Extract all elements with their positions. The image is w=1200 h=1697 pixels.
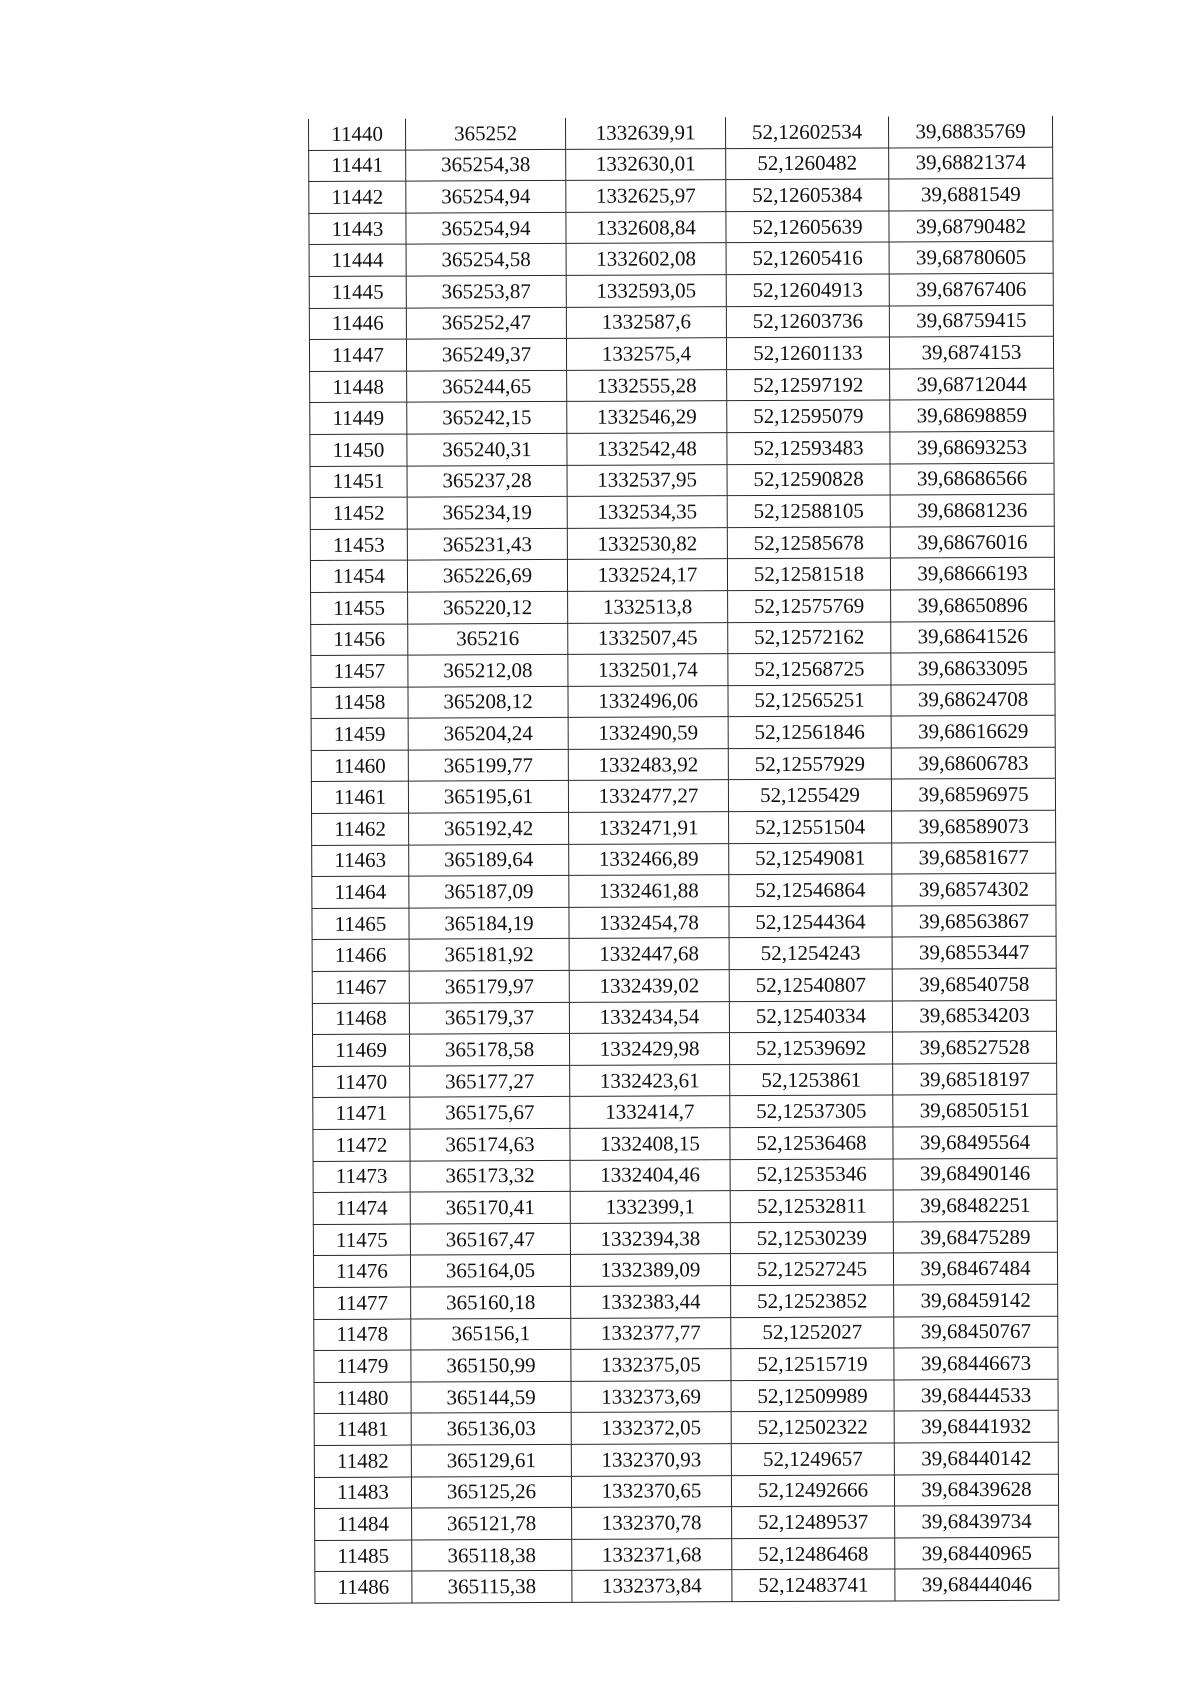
latitude-cell: 52,12585678: [727, 527, 890, 559]
longitude-cell: 39,68596975: [891, 779, 1055, 811]
y-coordinate-cell: 1332394,38: [570, 1222, 730, 1254]
table-row: [309, 210, 1053, 245]
point-number-cell: 11471: [313, 1097, 410, 1129]
longitude-cell: 39,68581677: [892, 842, 1056, 874]
table-row: [309, 305, 1053, 340]
latitude-cell: 52,12595079: [727, 400, 890, 432]
latitude-cell: 52,12605416: [726, 242, 889, 274]
x-coordinate-cell: 365118,38: [412, 1539, 572, 1571]
longitude-cell: 39,68553447: [892, 937, 1056, 969]
point-number-cell: 11463: [312, 845, 409, 877]
latitude-cell: 52,12605639: [726, 211, 889, 243]
latitude-cell: 52,12527245: [730, 1253, 893, 1285]
latitude-cell: 52,12523852: [731, 1285, 894, 1317]
latitude-cell: 52,12601133: [726, 337, 889, 369]
point-number-cell: 11445: [309, 276, 406, 308]
y-coordinate-cell: 1332524,17: [567, 559, 727, 591]
latitude-cell: 52,12581518: [727, 558, 890, 590]
latitude-cell: 52,12568725: [728, 653, 891, 685]
x-coordinate-cell: 365192,42: [409, 812, 569, 844]
latitude-cell: 52,1260482: [726, 148, 889, 180]
latitude-cell: 52,12602534: [725, 116, 888, 148]
table-row: [310, 400, 1054, 435]
latitude-cell: 52,1254243: [729, 937, 892, 969]
longitude-cell: 39,68589073: [892, 810, 1056, 842]
latitude-cell: 52,12539692: [729, 1032, 892, 1064]
table-row: [311, 652, 1055, 687]
longitude-cell: 39,68650896: [891, 589, 1055, 621]
table-row: [314, 1411, 1058, 1446]
table-row: [312, 968, 1056, 1003]
table-row: [313, 1126, 1057, 1161]
y-coordinate-cell: 1332389,09: [570, 1254, 730, 1286]
latitude-cell: 52,12593483: [727, 432, 890, 464]
y-coordinate-cell: 1332507,45: [568, 622, 728, 654]
longitude-cell: 39,68686566: [890, 463, 1054, 495]
y-coordinate-cell: 1332639,91: [565, 117, 725, 149]
latitude-cell: 52,12557929: [728, 748, 891, 780]
x-coordinate-cell: 365125,26: [411, 1476, 571, 1508]
y-coordinate-cell: 1332513,8: [568, 591, 728, 623]
longitude-cell: 39,68441932: [894, 1411, 1058, 1443]
latitude-cell: 52,12536468: [730, 1127, 893, 1159]
x-coordinate-cell: 365254,58: [406, 244, 566, 276]
y-coordinate-cell: 1332404,46: [570, 1159, 730, 1191]
table-row: [314, 1442, 1058, 1477]
point-number-cell: 11457: [311, 655, 408, 687]
point-number-cell: 11478: [314, 1319, 411, 1351]
y-coordinate-cell: 1332490,59: [568, 717, 728, 749]
longitude-cell: 39,68505151: [893, 1095, 1057, 1127]
longitude-cell: 39,68835769: [888, 116, 1052, 148]
table-row: [309, 116, 1053, 150]
y-coordinate-cell: 1332593,05: [566, 275, 726, 307]
longitude-cell: 39,68518197: [893, 1063, 1057, 1095]
x-coordinate-cell: 365179,97: [409, 970, 569, 1002]
point-number-cell: 11455: [311, 592, 408, 624]
point-number-cell: 11449: [310, 402, 407, 434]
y-coordinate-cell: 1332477,27: [568, 780, 728, 812]
table-row: [314, 1316, 1058, 1351]
point-number-cell: 11442: [309, 181, 406, 213]
y-coordinate-cell: 1332630,01: [566, 148, 726, 180]
coordinates-table-body: [309, 116, 1059, 1604]
longitude-cell: 39,68490146: [893, 1158, 1057, 1190]
latitude-cell: 52,12565251: [728, 685, 891, 717]
y-coordinate-cell: 1332575,4: [566, 338, 726, 370]
y-coordinate-cell: 1332546,29: [567, 401, 727, 433]
point-number-cell: 11469: [312, 1034, 409, 1066]
point-number-cell: 11456: [311, 624, 408, 656]
point-number-cell: 11465: [312, 908, 409, 940]
table-row: [309, 147, 1053, 182]
coordinates-table: [308, 116, 1059, 1604]
latitude-cell: 52,12483741: [732, 1569, 895, 1601]
y-coordinate-cell: 1332587,6: [566, 306, 726, 338]
x-coordinate-cell: 365208,12: [408, 686, 568, 718]
x-coordinate-cell: 365156,1: [411, 1318, 571, 1350]
point-number-cell: 11470: [313, 1066, 410, 1098]
longitude-cell: 39,68698859: [890, 400, 1054, 432]
y-coordinate-cell: 1332466,89: [569, 843, 729, 875]
longitude-cell: 39,68641526: [891, 621, 1055, 653]
x-coordinate-cell: 365170,41: [410, 1192, 570, 1224]
latitude-cell: 52,12509989: [731, 1380, 894, 1412]
x-coordinate-cell: 365174,63: [410, 1128, 570, 1160]
longitude-cell: 39,68440142: [894, 1442, 1058, 1474]
y-coordinate-cell: 1332555,28: [567, 369, 727, 401]
point-number-cell: 11466: [312, 940, 409, 972]
point-number-cell: 11480: [314, 1382, 411, 1414]
latitude-cell: 52,12603736: [726, 306, 889, 338]
table-row: [312, 905, 1056, 940]
x-coordinate-cell: 365178,58: [409, 1034, 569, 1066]
point-number-cell: 11477: [314, 1287, 411, 1319]
y-coordinate-cell: 1332375,05: [571, 1349, 731, 1381]
longitude-cell: 39,68780605: [889, 242, 1053, 274]
table-row: [313, 1189, 1057, 1224]
table-row: [314, 1284, 1058, 1319]
latitude-cell: 52,1255429: [728, 779, 891, 811]
point-number-cell: 11448: [310, 371, 407, 403]
table-row: [310, 558, 1054, 593]
x-coordinate-cell: 365231,43: [407, 528, 567, 560]
x-coordinate-cell: 365234,19: [407, 496, 567, 528]
latitude-cell: 52,12597192: [727, 369, 890, 401]
table-row: [313, 1063, 1057, 1098]
longitude-cell: 39,68540758: [892, 968, 1056, 1000]
x-coordinate-cell: 365252,47: [406, 307, 566, 339]
longitude-cell: 39,68482251: [893, 1189, 1057, 1221]
longitude-cell: 39,6874153: [889, 336, 1053, 368]
table-row: [312, 1000, 1056, 1035]
latitude-cell: 52,12537305: [730, 1095, 893, 1127]
longitude-cell: 39,68693253: [890, 431, 1054, 463]
latitude-cell: 52,12544364: [729, 906, 892, 938]
table-row: [310, 494, 1054, 529]
point-number-cell: 11444: [309, 244, 406, 276]
longitude-cell: 39,68574302: [892, 873, 1056, 905]
longitude-cell: 39,68633095: [891, 652, 1055, 684]
latitude-cell: 52,12486468: [732, 1538, 895, 1570]
y-coordinate-cell: 1332408,15: [570, 1128, 730, 1160]
latitude-cell: 52,12546864: [729, 874, 892, 906]
latitude-cell: 52,12532811: [730, 1190, 893, 1222]
table-row: [313, 1095, 1057, 1130]
point-number-cell: 11484: [315, 1508, 412, 1540]
longitude-cell: 39,68534203: [892, 1000, 1056, 1032]
x-coordinate-cell: 365181,92: [409, 939, 569, 971]
x-coordinate-cell: 365164,05: [410, 1255, 570, 1287]
y-coordinate-cell: 1332423,61: [570, 1064, 730, 1096]
x-coordinate-cell: 365195,61: [408, 781, 568, 813]
x-coordinate-cell: 365184,19: [409, 907, 569, 939]
y-coordinate-cell: 1332542,48: [567, 433, 727, 465]
x-coordinate-cell: 365220,12: [408, 591, 568, 623]
x-coordinate-cell: 365199,77: [408, 749, 568, 781]
x-coordinate-cell: 365237,28: [407, 465, 567, 497]
x-coordinate-cell: 365254,94: [406, 212, 566, 244]
longitude-cell: 39,68439628: [894, 1474, 1058, 1506]
point-number-cell: 11481: [314, 1413, 411, 1445]
table-row: [312, 810, 1056, 845]
latitude-cell: 52,12540807: [729, 969, 892, 1001]
longitude-cell: 39,68527528: [892, 1031, 1056, 1063]
latitude-cell: 52,12572162: [728, 621, 891, 653]
y-coordinate-cell: 1332471,91: [569, 812, 729, 844]
x-coordinate-cell: 365254,38: [406, 149, 566, 181]
latitude-cell: 52,12605384: [726, 179, 889, 211]
point-number-cell: 11475: [313, 1224, 410, 1256]
y-coordinate-cell: 1332496,06: [568, 685, 728, 717]
longitude-cell: 39,68450767: [894, 1316, 1058, 1348]
y-coordinate-cell: 1332454,78: [569, 907, 729, 939]
x-coordinate-cell: 365167,47: [410, 1223, 570, 1255]
y-coordinate-cell: 1332530,82: [567, 527, 727, 559]
latitude-cell: 52,12590828: [727, 463, 890, 495]
latitude-cell: 52,1249657: [731, 1443, 894, 1475]
y-coordinate-cell: 1332434,54: [569, 1001, 729, 1033]
table-row: [315, 1537, 1059, 1572]
x-coordinate-cell: 365121,78: [412, 1507, 572, 1539]
y-coordinate-cell: 1332461,88: [569, 875, 729, 907]
point-number-cell: 11446: [309, 308, 406, 340]
point-number-cell: 11460: [311, 750, 408, 782]
x-coordinate-cell: 365179,37: [409, 1002, 569, 1034]
x-coordinate-cell: 365212,08: [408, 654, 568, 686]
table-row: [313, 1221, 1057, 1256]
longitude-cell: 39,68444046: [895, 1569, 1059, 1601]
x-coordinate-cell: 365252: [405, 118, 565, 150]
x-coordinate-cell: 365244,65: [407, 370, 567, 402]
latitude-cell: 52,1252027: [731, 1317, 894, 1349]
table-row: [314, 1474, 1058, 1509]
y-coordinate-cell: 1332537,95: [567, 464, 727, 496]
longitude-cell: 39,68624708: [891, 684, 1055, 716]
x-coordinate-cell: 365189,64: [409, 844, 569, 876]
point-number-cell: 11443: [309, 213, 406, 245]
longitude-cell: 39,68563867: [892, 905, 1056, 937]
x-coordinate-cell: 365173,32: [410, 1160, 570, 1192]
latitude-cell: 52,1253861: [730, 1064, 893, 1096]
table-row: [313, 1158, 1057, 1193]
x-coordinate-cell: 365187,09: [409, 876, 569, 908]
y-coordinate-cell: 1332371,68: [572, 1538, 732, 1570]
latitude-cell: 52,12588105: [727, 495, 890, 527]
y-coordinate-cell: 1332602,08: [566, 243, 726, 275]
x-coordinate-cell: 365216: [408, 623, 568, 655]
y-coordinate-cell: 1332373,84: [572, 1570, 732, 1602]
point-number-cell: 11451: [310, 466, 407, 498]
y-coordinate-cell: 1332534,35: [567, 496, 727, 528]
table-row: [315, 1569, 1059, 1604]
point-number-cell: 11468: [312, 1003, 409, 1035]
point-number-cell: 11483: [314, 1477, 411, 1509]
x-coordinate-cell: 365175,67: [410, 1097, 570, 1129]
longitude-cell: 39,68759415: [889, 305, 1053, 337]
x-coordinate-cell: 365204,24: [408, 718, 568, 750]
point-number-cell: 11458: [311, 687, 408, 719]
table-row: [311, 779, 1055, 814]
latitude-cell: 52,12549081: [729, 843, 892, 875]
y-coordinate-cell: 1332439,02: [569, 970, 729, 1002]
table-row: [310, 526, 1054, 561]
y-coordinate-cell: 1332370,65: [571, 1475, 731, 1507]
point-number-cell: 11462: [312, 813, 409, 845]
y-coordinate-cell: 1332399,1: [570, 1191, 730, 1223]
longitude-cell: 39,68495564: [893, 1126, 1057, 1158]
y-coordinate-cell: 1332383,44: [571, 1286, 731, 1318]
x-coordinate-cell: 365226,69: [407, 560, 567, 592]
x-coordinate-cell: 365253,87: [406, 275, 566, 307]
table-row: [312, 937, 1056, 972]
longitude-cell: 39,68767406: [889, 273, 1053, 305]
x-coordinate-cell: 365129,61: [411, 1444, 571, 1476]
y-coordinate-cell: 1332625,97: [566, 180, 726, 212]
table-row: [310, 463, 1054, 498]
point-number-cell: 11467: [312, 971, 409, 1003]
point-number-cell: 11450: [310, 434, 407, 466]
latitude-cell: 52,12561846: [728, 716, 891, 748]
y-coordinate-cell: 1332501,74: [568, 654, 728, 686]
point-number-cell: 11447: [309, 339, 406, 371]
y-coordinate-cell: 1332370,93: [571, 1444, 731, 1476]
table-row: [310, 431, 1054, 466]
longitude-cell: 39,68821374: [889, 147, 1053, 179]
longitude-cell: 39,68446673: [894, 1347, 1058, 1379]
latitude-cell: 52,12502322: [731, 1411, 894, 1443]
point-number-cell: 11476: [313, 1255, 410, 1287]
point-number-cell: 11464: [312, 876, 409, 908]
latitude-cell: 52,12551504: [729, 811, 892, 843]
table-row: [314, 1379, 1058, 1414]
x-coordinate-cell: 365177,27: [410, 1065, 570, 1097]
point-number-cell: 11473: [313, 1161, 410, 1193]
table-row: [312, 873, 1056, 908]
latitude-cell: 52,12540334: [729, 1001, 892, 1033]
table-row: [309, 178, 1053, 213]
longitude-cell: 39,68790482: [889, 210, 1053, 242]
x-coordinate-cell: 365144,59: [411, 1381, 571, 1413]
longitude-cell: 39,68444533: [894, 1379, 1058, 1411]
latitude-cell: 52,12492666: [731, 1474, 894, 1506]
point-number-cell: 11472: [313, 1129, 410, 1161]
y-coordinate-cell: 1332483,92: [568, 749, 728, 781]
table-row: [313, 1253, 1057, 1288]
point-number-cell: 11441: [309, 150, 406, 182]
table-row: [309, 336, 1053, 371]
x-coordinate-cell: 365150,99: [411, 1350, 571, 1382]
point-number-cell: 11454: [310, 560, 407, 592]
longitude-cell: 39,68666193: [890, 558, 1054, 590]
y-coordinate-cell: 1332372,05: [571, 1412, 731, 1444]
table-row: [314, 1347, 1058, 1382]
point-number-cell: 11461: [311, 782, 408, 814]
point-number-cell: 11482: [314, 1445, 411, 1477]
y-coordinate-cell: 1332414,7: [570, 1096, 730, 1128]
y-coordinate-cell: 1332447,68: [569, 938, 729, 970]
latitude-cell: 52,12530239: [730, 1222, 893, 1254]
longitude-cell: 39,68616629: [891, 716, 1055, 748]
longitude-cell: 39,68681236: [890, 494, 1054, 526]
point-number-cell: 11459: [311, 718, 408, 750]
latitude-cell: 52,12489537: [732, 1506, 895, 1538]
x-coordinate-cell: 365160,18: [411, 1286, 571, 1318]
point-number-cell: 11479: [314, 1350, 411, 1382]
y-coordinate-cell: 1332370,78: [572, 1507, 732, 1539]
y-coordinate-cell: 1332373,69: [571, 1380, 731, 1412]
latitude-cell: 52,12515719: [731, 1348, 894, 1380]
x-coordinate-cell: 365249,37: [406, 339, 566, 371]
point-number-cell: 11474: [313, 1192, 410, 1224]
table-row: [310, 368, 1054, 403]
point-number-cell: 11485: [315, 1540, 412, 1572]
y-coordinate-cell: 1332608,84: [566, 211, 726, 243]
latitude-cell: 52,12535346: [730, 1159, 893, 1191]
longitude-cell: 39,68467484: [893, 1253, 1057, 1285]
longitude-cell: 39,68475289: [893, 1221, 1057, 1253]
longitude-cell: 39,68712044: [890, 368, 1054, 400]
longitude-cell: 39,68439734: [895, 1505, 1059, 1537]
table-row: [312, 842, 1056, 877]
longitude-cell: 39,6881549: [889, 178, 1053, 210]
latitude-cell: 52,12604913: [726, 274, 889, 306]
point-number-cell: 11452: [310, 497, 407, 529]
x-coordinate-cell: 365136,03: [411, 1413, 571, 1445]
x-coordinate-cell: 365254,94: [406, 181, 566, 213]
table-row: [311, 621, 1055, 656]
longitude-cell: 39,68459142: [894, 1284, 1058, 1316]
table-row: [309, 242, 1053, 277]
table-row: [311, 716, 1055, 751]
longitude-cell: 39,68676016: [890, 526, 1054, 558]
y-coordinate-cell: 1332377,77: [571, 1317, 731, 1349]
table-row: [312, 1031, 1056, 1066]
point-number-cell: 11486: [315, 1571, 412, 1603]
longitude-cell: 39,68606783: [891, 747, 1055, 779]
table-row: [311, 589, 1055, 624]
longitude-cell: 39,68440965: [895, 1537, 1059, 1569]
table-row: [315, 1505, 1059, 1540]
y-coordinate-cell: 1332429,98: [569, 1033, 729, 1065]
table-row: [311, 684, 1055, 719]
x-coordinate-cell: 365240,31: [407, 433, 567, 465]
x-coordinate-cell: 365242,15: [407, 402, 567, 434]
point-number-cell: 11453: [310, 529, 407, 561]
point-number-cell: 11440: [309, 119, 406, 151]
x-coordinate-cell: 365115,38: [412, 1571, 572, 1603]
latitude-cell: 52,12575769: [728, 590, 891, 622]
table-row: [309, 273, 1053, 308]
table-row: [311, 747, 1055, 782]
